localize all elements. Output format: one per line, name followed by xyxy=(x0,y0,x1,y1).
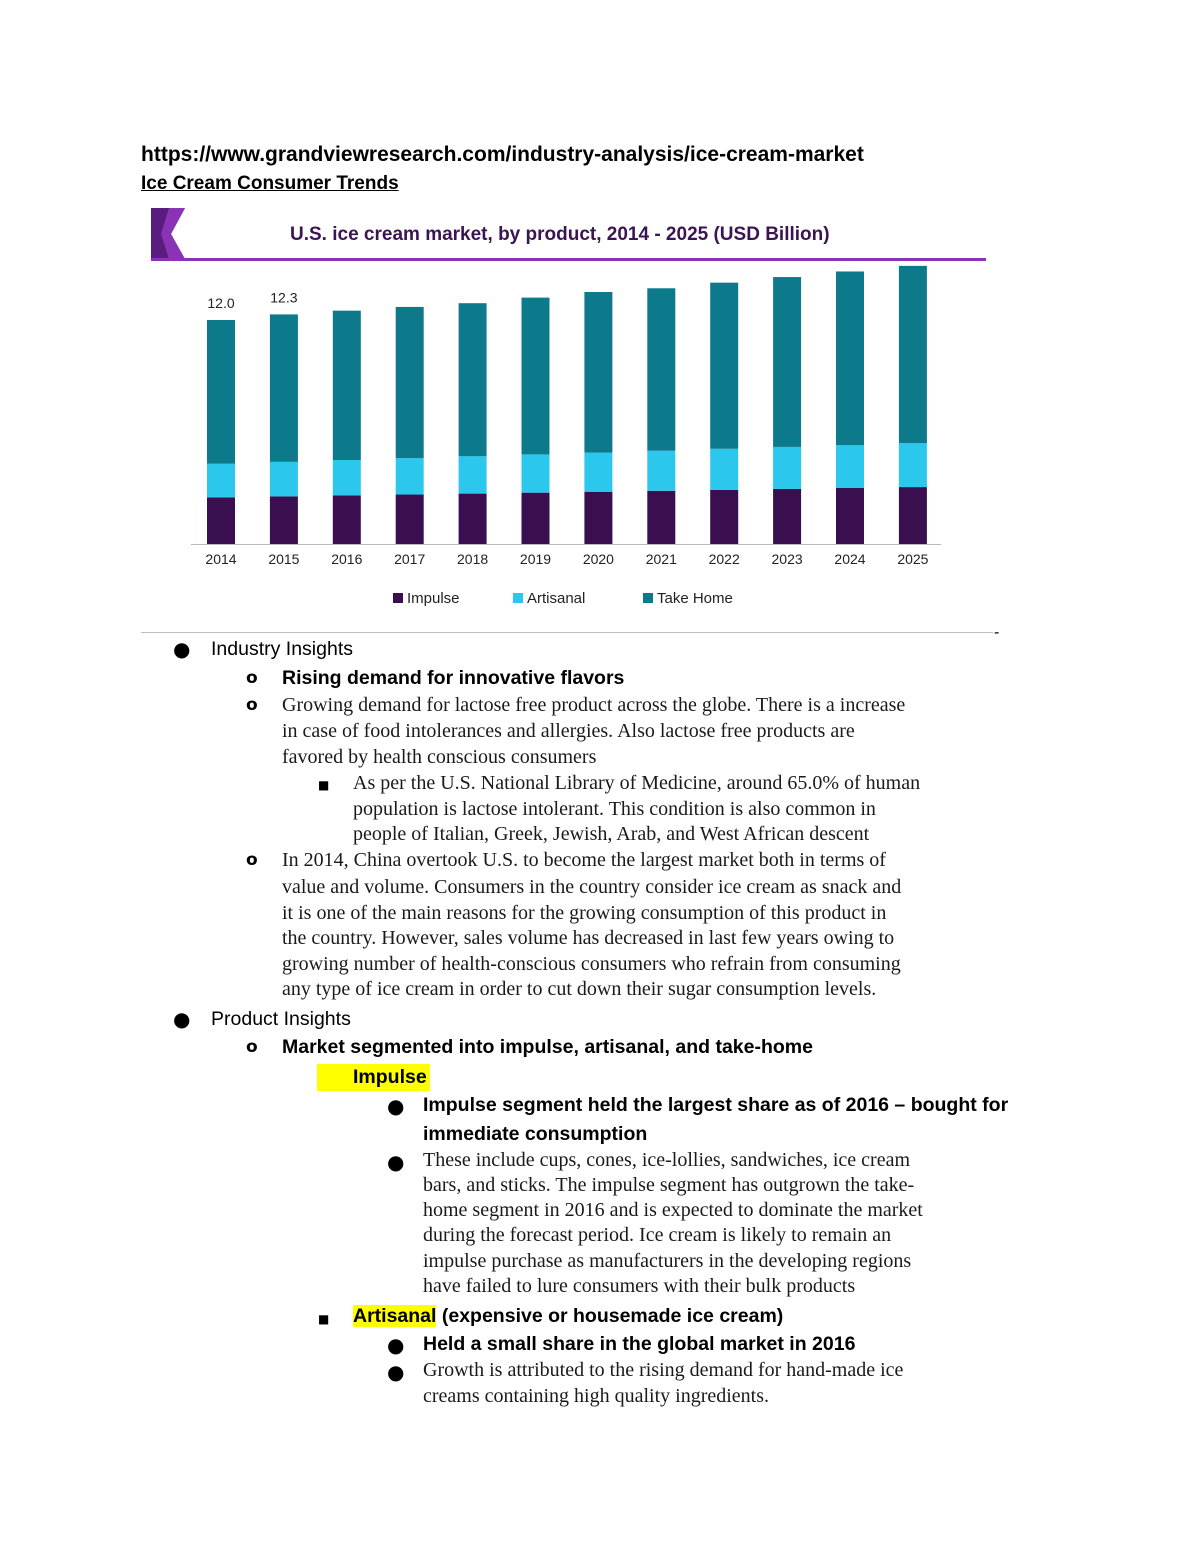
bullet-dot-icon: ● xyxy=(387,1333,405,1357)
x-tick-label-2021: 2021 xyxy=(645,551,677,567)
x-axis-ticks xyxy=(205,551,928,567)
bar-impulse-2019 xyxy=(522,493,550,544)
bar-take-home-2020 xyxy=(584,292,612,453)
bar-artisanal-2015 xyxy=(270,462,298,497)
divider-line xyxy=(141,632,993,633)
industry-detail-line: population is lactose intolerant. This condition is also common in xyxy=(353,798,876,820)
x-tick-label-2019: 2019 xyxy=(519,551,552,567)
bullet-square-icon: ■ xyxy=(318,778,330,792)
bar-impulse-2020 xyxy=(584,492,612,544)
x-tick-label-2018: 2018 xyxy=(457,551,489,567)
x-tick-label-2020: 2020 xyxy=(582,551,614,567)
bar-take-home-2024 xyxy=(836,271,864,445)
bullet-circle-icon: o xyxy=(246,695,258,715)
artisanal-line xyxy=(353,1305,783,1328)
industry-sub3-line: it is one of the main reasons for the growing consumption of this product in xyxy=(282,902,887,924)
artisanal-point2-line: Growth is attributed to the rising demand for hand-made ice xyxy=(423,1359,904,1381)
industry-sub3-line: the country. However, sales volume has decreased in last few years owing to xyxy=(282,927,895,949)
bar-impulse-2021 xyxy=(647,491,675,544)
bar-take-home-2015 xyxy=(270,314,298,461)
bullet-circle-icon: o xyxy=(246,1037,258,1057)
stacked-bar-chart xyxy=(141,200,1001,625)
bar-impulse-2025 xyxy=(899,487,927,544)
product-sub1: Market segmented into impulse, artisanal, and take-home xyxy=(282,1036,813,1058)
bar-artisanal-2021 xyxy=(647,451,675,491)
bullet-dot-icon: ● xyxy=(387,1360,405,1384)
bullet-dot-icon: ● xyxy=(173,1007,191,1031)
impulse-point2-line: have failed to lure consumers with their bulk products xyxy=(423,1275,856,1297)
bullet-circle-icon: o xyxy=(246,850,258,870)
artisanal-point2-line: creams containing high quality ingredients. xyxy=(423,1385,770,1407)
x-tick-label-2015: 2015 xyxy=(268,551,300,567)
industry-sub2-line: in case of food intolerances and allergies. Also lactose free products are xyxy=(282,720,855,742)
legend-label-take-home: Take Home xyxy=(657,590,733,607)
product-heading: Product Insights xyxy=(211,1008,351,1030)
artisanal-label: Artisanal xyxy=(353,1305,437,1327)
bar-artisanal-2020 xyxy=(584,453,612,492)
bar-artisanal-2019 xyxy=(522,454,550,492)
x-tick-label-2023: 2023 xyxy=(771,551,803,567)
bar-artisanal-2025 xyxy=(899,443,927,487)
chart-legend xyxy=(393,590,733,607)
bullet-dot-icon: ● xyxy=(173,637,191,661)
bar-impulse-2024 xyxy=(836,488,864,544)
impulse-point2-line: impulse purchase as manufacturers in the developing regions xyxy=(423,1250,912,1272)
bar-artisanal-2018 xyxy=(459,456,487,493)
bar-impulse-2014 xyxy=(207,497,235,544)
artisanal-note: (expensive or housemade ice cream) xyxy=(436,1305,784,1327)
industry-sub3-line: In 2014, China overtook U.S. to become the largest market both in terms of xyxy=(282,849,886,871)
x-tick-label-2017: 2017 xyxy=(394,551,426,567)
dash-mark: - xyxy=(994,624,1000,641)
impulse-point2-line: bars, and sticks. The impulse segment has outgrown the take- xyxy=(423,1174,915,1196)
banner-underline xyxy=(151,258,986,261)
bar-impulse-2017 xyxy=(396,495,424,544)
impulse-label: Impulse xyxy=(353,1066,427,1088)
industry-sub3-line: value and volume. Consumers in the country consider ice cream as snack and xyxy=(282,876,902,898)
source-url[interactable]: https://www.grandviewresearch.com/industry-analysis/ice-cream-market xyxy=(141,143,864,166)
industry-sub2-line: favored by health conscious consumers xyxy=(282,746,597,768)
impulse-point2-line: during the forecast period. Ice cream is likely to remain an xyxy=(423,1224,892,1246)
bullet-circle-icon: o xyxy=(246,668,258,688)
chart-bars xyxy=(191,266,941,545)
data-label-2015: 12.3 xyxy=(270,289,298,306)
industry-sub3-line: growing number of health-conscious consumers who refrain from consuming xyxy=(282,953,901,975)
bar-artisanal-2014 xyxy=(207,464,235,498)
bullet-square-icon: ■ xyxy=(318,1312,330,1326)
bar-artisanal-2016 xyxy=(333,460,361,495)
x-tick-label-2014: 2014 xyxy=(205,551,237,567)
bar-impulse-2015 xyxy=(270,496,298,544)
bar-take-home-2018 xyxy=(459,303,487,456)
bar-take-home-2019 xyxy=(522,298,550,455)
section-title: Ice Cream Consumer Trends xyxy=(141,173,399,194)
legend-label-impulse: Impulse xyxy=(407,590,460,607)
bar-artisanal-2023 xyxy=(773,447,801,489)
bar-impulse-2022 xyxy=(710,490,738,544)
bar-artisanal-2017 xyxy=(396,458,424,494)
bar-artisanal-2022 xyxy=(710,449,738,490)
bullet-dot-icon: ● xyxy=(387,1150,405,1174)
bar-take-home-2023 xyxy=(773,277,801,447)
bullet-dot-icon: ● xyxy=(387,1094,405,1118)
industry-sub3-line: any type of ice cream in order to cut down their sugar consumption levels. xyxy=(282,978,877,1000)
bar-take-home-2016 xyxy=(333,311,361,460)
bar-take-home-2017 xyxy=(396,307,424,458)
impulse-point2-line: These include cups, cones, ice-lollies, sandwiches, ice cream xyxy=(423,1149,911,1171)
industry-heading: Industry Insights xyxy=(211,638,353,660)
x-tick-label-2016: 2016 xyxy=(331,551,363,567)
bar-impulse-2018 xyxy=(459,494,487,544)
artisanal-point1: Held a small share in the global market in 2016 xyxy=(423,1333,856,1355)
chart-banner xyxy=(151,208,986,261)
data-label-2014: 12.0 xyxy=(207,295,235,311)
industry-detail-line: people of Italian, Greek, Jewish, Arab, and West African descent xyxy=(353,823,870,845)
industry-sub2-line: Growing demand for lactose free product across the globe. There is a increase xyxy=(282,694,906,716)
bar-take-home-2025 xyxy=(899,266,927,443)
bar-impulse-2023 xyxy=(773,489,801,544)
industry-sub1: Rising demand for innovative flavors xyxy=(282,667,625,689)
impulse-point1-line: Impulse segment held the largest share as of 2016 – bought for xyxy=(423,1094,1009,1116)
legend-swatch-impulse xyxy=(393,593,403,603)
legend-swatch-take-home xyxy=(643,593,653,603)
impulse-point1-line: immediate consumption xyxy=(423,1123,648,1145)
impulse-point2-line: home segment in 2016 and is expected to dominate the market xyxy=(423,1199,923,1221)
legend-swatch-artisanal xyxy=(513,593,523,603)
bar-take-home-2022 xyxy=(710,283,738,449)
legend-label-artisanal: Artisanal xyxy=(527,590,586,607)
x-tick-label-2024: 2024 xyxy=(834,551,866,567)
bar-artisanal-2024 xyxy=(836,445,864,488)
industry-detail-line: As per the U.S. National Library of Medicine, around 65.0% of human xyxy=(353,772,921,794)
bar-take-home-2021 xyxy=(647,288,675,450)
x-tick-label-2022: 2022 xyxy=(708,551,740,567)
chart-title: U.S. ice cream market, by product, 2014 - 2025 (USD Billion) xyxy=(290,224,830,245)
bar-take-home-2014 xyxy=(207,320,235,464)
x-tick-label-2025: 2025 xyxy=(897,551,929,567)
bar-impulse-2016 xyxy=(333,495,361,544)
